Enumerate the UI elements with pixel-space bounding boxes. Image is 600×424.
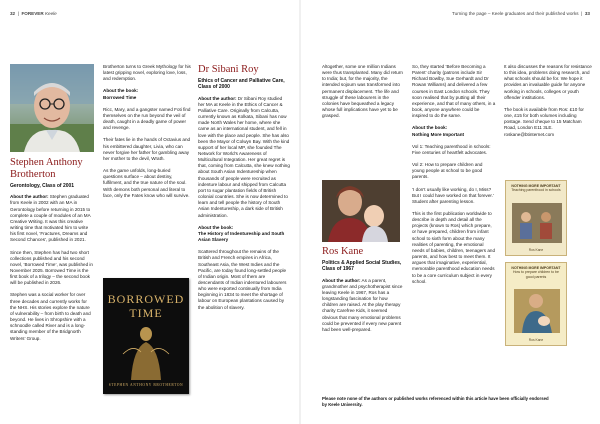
page-number-left: 32	[10, 11, 16, 16]
ros-about-paragraph	[322, 278, 404, 333]
borrowed-time-cover-title	[103, 292, 189, 320]
sibani-role: Ethics of Cancer and Palliative Care, Class of 2000	[198, 78, 285, 91]
running-head-right	[452, 11, 590, 16]
portrait-illustration	[10, 64, 94, 152]
child-with-baby-icon	[514, 289, 560, 333]
stephen-book-paragraph-3: As the game unfolds, long-buried questions surface – about destiny, fulfilment, and the true nature of the soul. With demons both personal and literal to face, only the Fates know who will survive.	[103, 168, 190, 198]
stephen-about-text: Stephen graduated from Keele in 2002 with an MA in Gerontology before returning in 2015 to complete a couple of modules of an MA Creative Writing. It was this creative writing time that motivated him to write his first novel, ‘Fractures, Dreams and Second Chances’, published in 2021.	[10, 194, 91, 243]
sibani-column-1	[198, 64, 290, 317]
stephen-paragraph-2: Since then, Stephen has had two short collections published and his second novel, ‘Borrowed Time’, was published in November 2025. Borrowed Time is the first book of a trilogy – the second book will be published in 2026.	[10, 249, 93, 286]
grandmother-baby-illustration	[322, 180, 400, 242]
stephen-name	[10, 157, 94, 181]
ros-about-text: As a parent, grandmother and psychotherapist since leaving Keele in 1967, Ros has a longstanding fascination for how children are raised. At the play therapy charity Carefree Kids, it seemed obvious that many emotional problems could be prevented if every new parent had been well-prepared.	[322, 277, 403, 332]
stephen-paragraph-3: Stephen was a social worker for over three decades and currently works for the NHS. His stories explore the nature of vulnerability – from birth to death and beyond. He lives in Shropshire with a schnoodle called River and is a long-standing member of the Bridgnorth Writers’ Group.	[10, 292, 91, 341]
stephen-photo	[10, 64, 94, 152]
nothing-more-important-vol2-cover	[505, 262, 567, 346]
ros-volume-2: Vol 2: How to prepare children and young people at school to be good parents.	[412, 162, 483, 180]
ros-photo	[322, 180, 400, 242]
sibani-about-label: About the author:	[198, 95, 237, 101]
cover-title-line1: BORROWED	[107, 292, 185, 306]
ros-book-heading	[412, 125, 496, 137]
magazine-name: FOREVER	[21, 11, 44, 16]
right-running-title: Turning the page – Keele graduates and their published works	[452, 11, 579, 16]
vol2-cover-subtitle: How to prepare children to be good parents	[513, 270, 559, 279]
vol2-cover-title	[509, 266, 563, 279]
nothing-more-important-vol1-cover	[505, 180, 567, 256]
children-photo-icon	[512, 203, 562, 243]
stephen-book-paragraph-2: Their fates lie in the hands of Octavius and his embittered daughter, Livia, who can never forgive her father for gambling away her mother to the devil, Wrath.	[103, 137, 191, 161]
stephen-book-title: Borrowed Time	[103, 94, 137, 100]
stephen-book-heading	[103, 88, 191, 100]
ros-about-label: About the author:	[322, 277, 361, 283]
vol1-cover-title-text: NOTHING MORE IMPORTANT	[511, 184, 561, 188]
ros-column-3	[504, 64, 592, 144]
vol2-cover-author: Ros Kane	[528, 338, 544, 342]
vol2-cover-title-text: NOTHING MORE IMPORTANT	[511, 266, 561, 270]
sibani-column-2	[322, 64, 404, 125]
ros-student-quote: ‘I don’t usually like working, do I, Miss? But I could have worked on that forever.’ Student after parenting lesson.	[412, 186, 494, 204]
header-separator: |	[17, 11, 19, 16]
sibani-book-heading	[198, 225, 290, 243]
ros-role: Politics & Applied Social Studies, Class of 1967	[322, 260, 402, 273]
figure-silhouette-icon	[121, 324, 171, 380]
stephen-intro: Brotherton turns to Greek Mythology for his latest gripping novel, exploring love, loss, and redemption.	[103, 64, 191, 82]
sibani-about-text: Dr Sibani Roy studied her MA at Keele in the Ethics of Cancer & Palliative Care. Originally from Calcutta, currently known as Kolkata, Sibani has now made North Wales her home, where she came as an international student, and fell in love with the place and people. She has also been the Mayor of Colwyn Bay. With the kind support of her local MP, she founded The Network for World’s Awareness of Multicultural Integration. Her great regret is that, coming from Calcutta, she knew nothing about South Asian Indentureship when thousands of people were recruited as indenture labour and shipped from Calcutta port to sugar plantation fields of British colonial countries. She is now determined to learn and tell people the history of South Asian Indentureship, a dark side of British administration.	[198, 95, 290, 218]
stephen-role: Gerontology, Class of 2001	[10, 183, 75, 189]
sibani-book-text: Scattered throughout the remains of the British and French empires in Africa, Southeast Asia, the West Indies and the Pacific, are today found long-settled people of Indian origin. Most of them are descendants of Indian indentured labourers who were exported continually from India beginning in 1834 to meet the shortage of labour on European plantations caused by the abolition of slavery.	[198, 249, 287, 310]
stephen-about-label: About the author:	[10, 194, 49, 200]
ros-book-label: About the book:	[412, 125, 448, 131]
stephen-name-line1: Stephen Anthony	[10, 157, 83, 168]
sibani-about-paragraph	[198, 96, 290, 219]
stephen-about-paragraph	[10, 194, 94, 243]
stephen-column-1	[10, 157, 94, 348]
vol1-cover-author: Ros Kane	[528, 248, 544, 252]
ros-publication-paragraph: This is the first publication worldwide to describe in depth and detail all the projects (known to Ros) which prepare, or have prepared, children from infant school to sixth form about the many realities of parenting, the emotional needs of babies, children, teenagers and parents, and how best to meet them. It argues that imaginative, experiential, memorable parenthood education needs to be a core curriculum subject in every school.	[412, 210, 496, 284]
endorsement-footnote: Please note none of the authors or published works referenced within this article have been officially endorsed by Keele University.	[322, 396, 549, 407]
borrowed-time-cover	[103, 278, 189, 394]
stephen-book-paragraph-1: Ricc, Mary, and a gangster named Foti find themselves on the run beyond the veil of death, caught in a deadly game of power and revenge.	[103, 106, 191, 131]
cover-title-line2: TIME	[129, 306, 163, 320]
page-number-right: 33	[584, 11, 590, 16]
header-separator-right: |	[581, 11, 583, 16]
running-head-left	[10, 11, 57, 16]
sibani-book-title: The History of Indentureship and South Asian Slavery	[198, 230, 285, 243]
stephen-name-line2: Brotherton	[10, 169, 56, 180]
ros-column-1	[322, 246, 404, 339]
stephen-book-label: About the book:	[103, 88, 139, 94]
magazine-name-sub: Keele	[44, 11, 57, 16]
vol1-cover-subtitle: Teaching parenthood in schools	[511, 188, 561, 193]
ros-resistance-paragraph: It also discusses the reasons for resistance to this idea, problems doing research, and what schools should be for. We hope it provides an invaluable guide for anyone working in schools, colleges or youth offender institutions.	[504, 64, 592, 100]
stephen-column-2	[103, 64, 191, 205]
borrowed-time-cover-author: STEPHEN ANTHONY BROTHERTON	[108, 383, 184, 387]
ros-column-2	[412, 64, 496, 291]
sibani-book-label: About the book:	[198, 224, 234, 230]
ros-charity-paragraph: So, they started ‘Before Becoming a Parent’ charity (patrons include Sir Richard Bowlby, Sue Gerhardt and Dr Rowan Williams) and delivered a few courses in East London schools. They soon realised that by putting all their experience, and that of many others, in a book, anyone anywhere could be inspired to do the same.	[412, 64, 496, 119]
sibani-name: Dr Sibani Roy	[198, 64, 259, 75]
vol1-cover-title	[509, 184, 563, 193]
ros-book-title: Nothing More Important	[412, 131, 465, 137]
ros-availability-paragraph: The book is available from Ros: £10 for one, £15 for both volumes including postage. Send cheque to 15 Matcham Road, London E11 3LE. roskane@btinternet.com	[504, 106, 584, 137]
sibani-continued-text: Altogether, some one million Indians were thus transplanted. Many did return to India; but, for the majority, the intended sojourn was transformed into permanent displacement. The life and struggle of these labourers in the colonies have bequeathed a legacy whose full implications have yet to be grasped.	[322, 64, 403, 119]
ros-name: Ros Kane	[322, 246, 364, 257]
ros-volume-1: Vol 1: Teaching parenthood in schools: Five centuries of heartfelt advocates.	[412, 143, 491, 155]
